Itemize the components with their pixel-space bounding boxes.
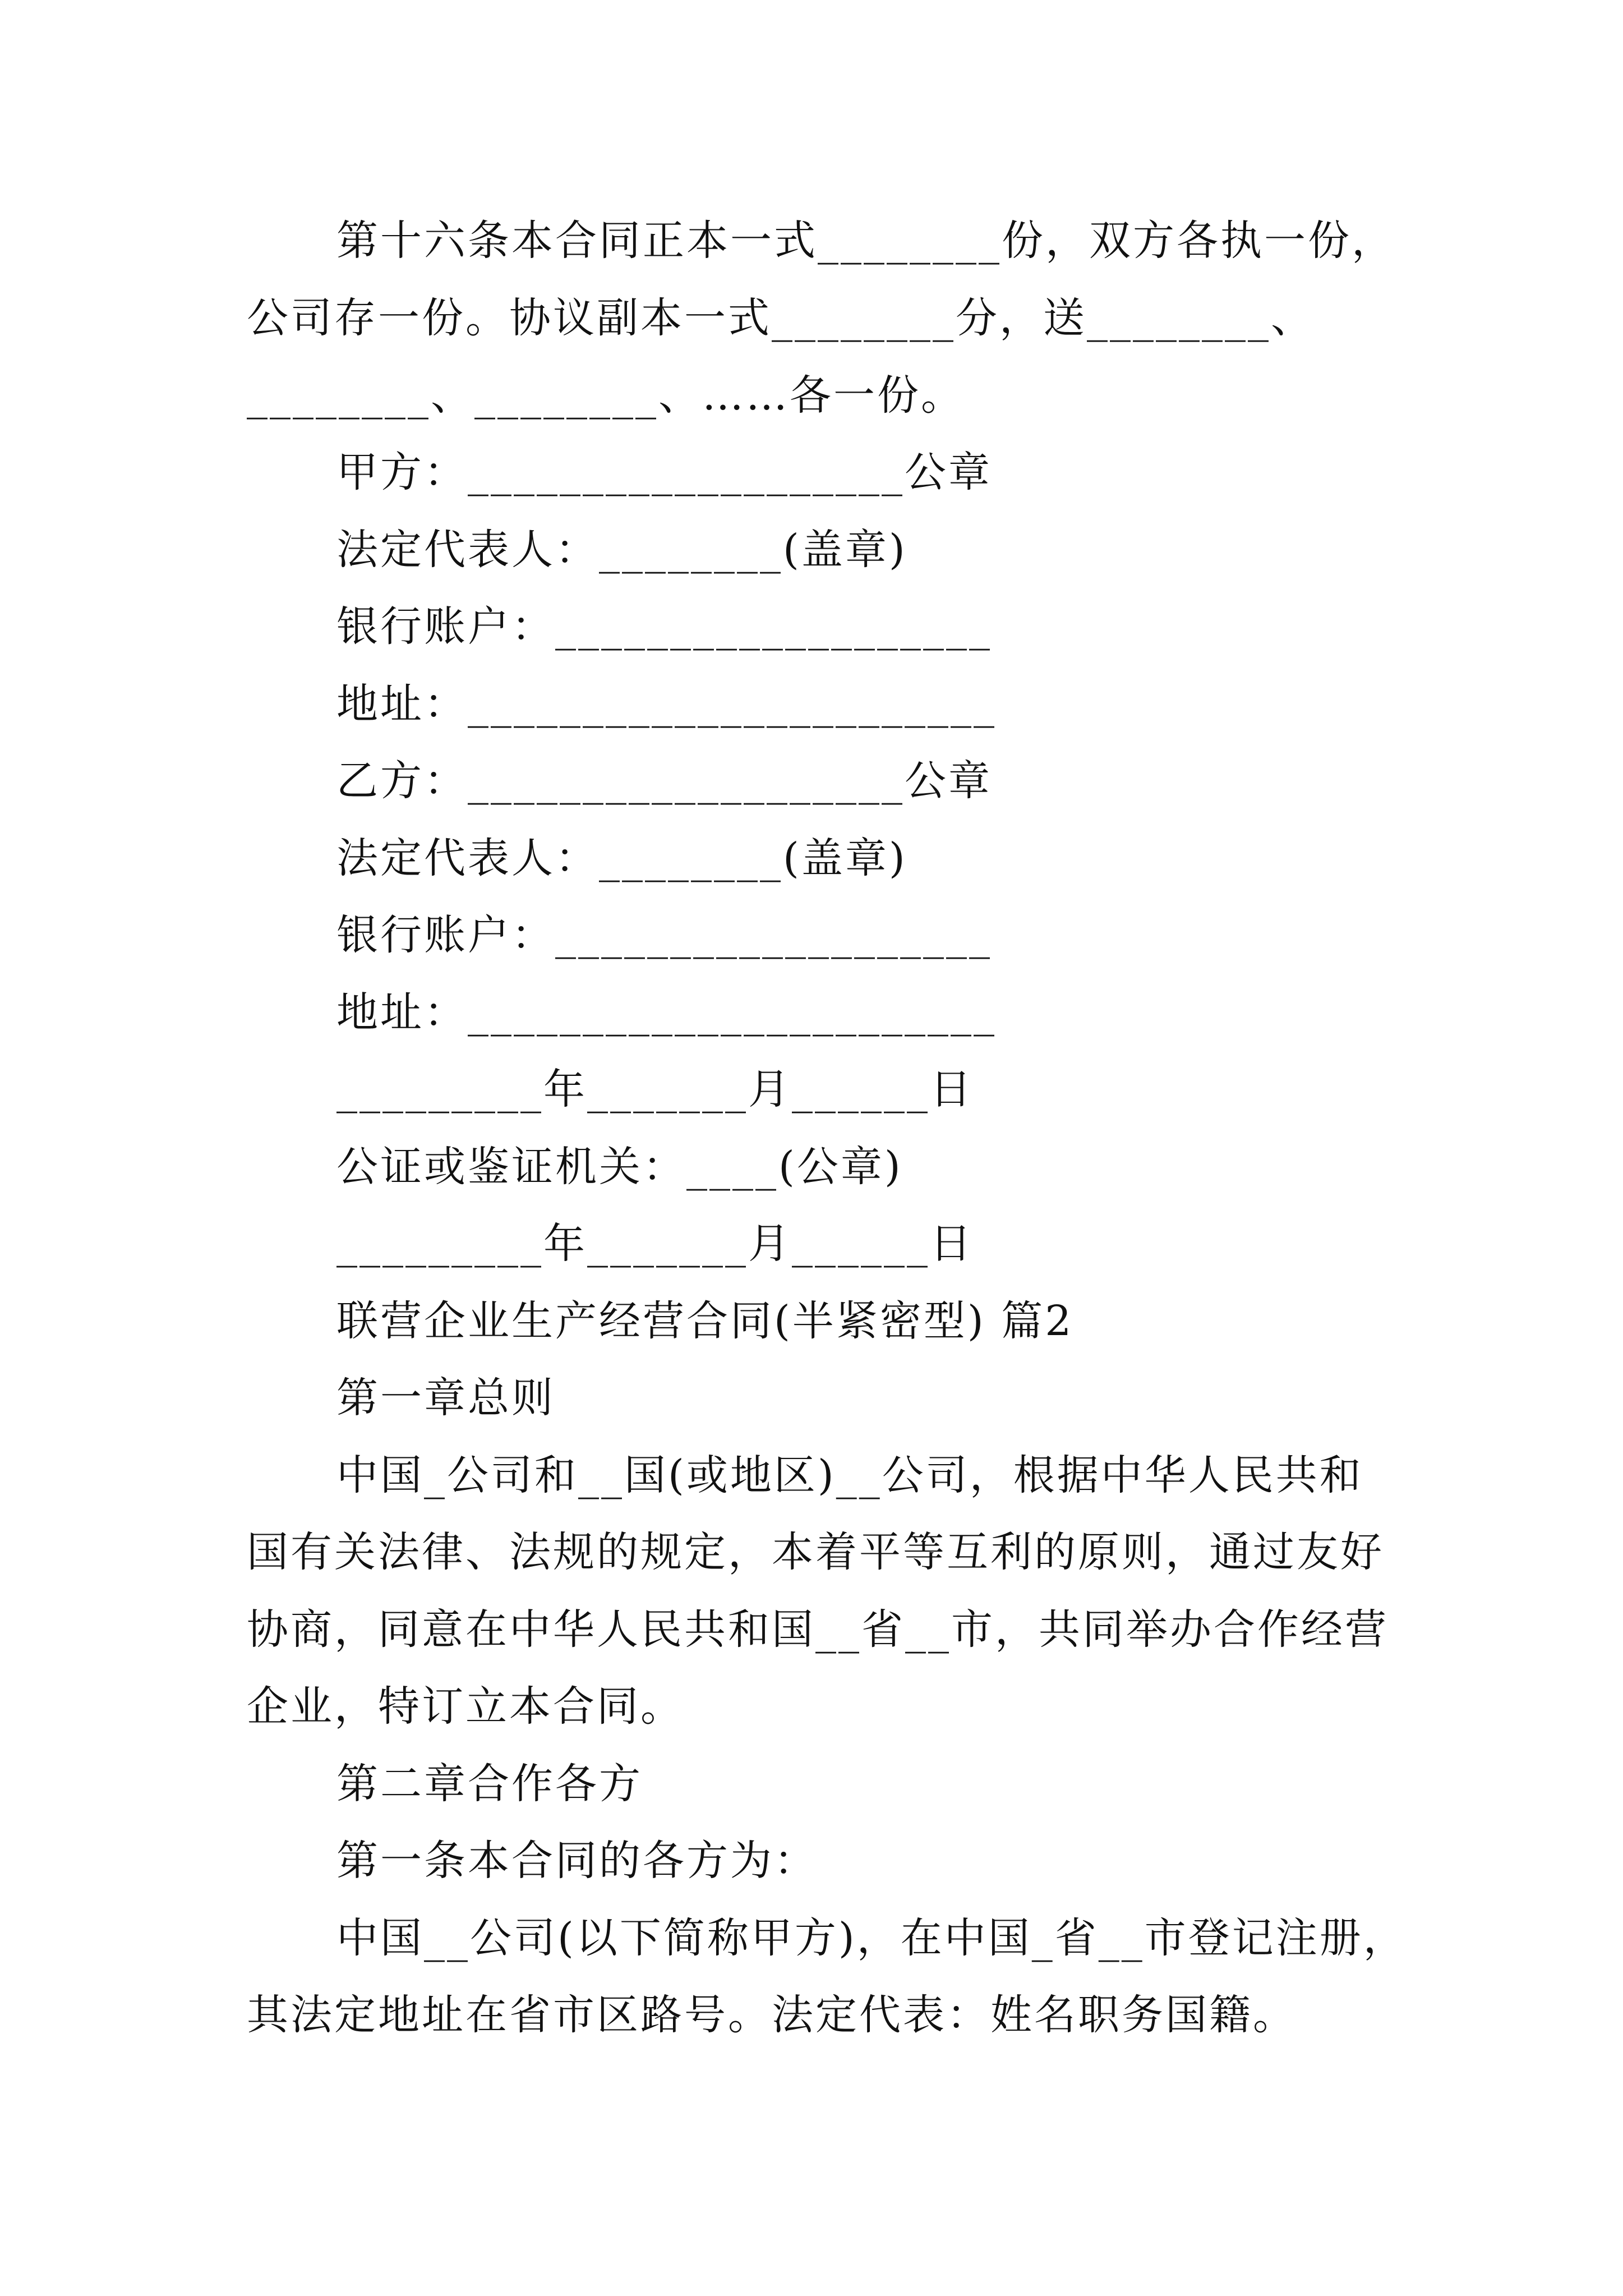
party-a-bank-account: 银行账户：___________________ — [336, 602, 992, 651]
party-a-label: 甲方：___________________公章 — [336, 448, 992, 496]
party-b-label: 乙方：___________________公章 — [336, 757, 992, 805]
party-b-address: 地址：_______________________ — [336, 988, 997, 1037]
notary-authority: 公证或鉴证机关：____(公章) — [336, 1143, 903, 1191]
party-a-description-line-1: 中国__公司(以下简称甲方)，在中国_省__市登记注册， — [336, 1914, 1407, 1962]
section-heading: 联营企业生产经营合同(半紧密型) 篇2 — [336, 1297, 1074, 1345]
notary-date: _________年_______月______日 — [336, 1220, 974, 1268]
clause-16-line-3: ________、________、……各一份。 — [247, 371, 965, 420]
party-a-description-line-2: 其法定地址在省市区路号。法定代表：姓名职务国籍。 — [247, 1991, 1297, 2039]
signing-date: _________年_______月______日 — [336, 1065, 974, 1114]
chapter-2-heading: 第二章合作各方 — [336, 1760, 643, 1808]
party-b-representative: 法定代表人：________(盖章) — [336, 834, 907, 882]
party-a-address: 地址：_______________________ — [336, 680, 997, 728]
party-b-bank-account: 银行账户：___________________ — [336, 911, 992, 959]
article-1-heading: 第一条本合同的各方为： — [336, 1837, 818, 1885]
preamble-line-3: 协商，同意在中华人民共和国__省__市，共同举办合作经营 — [247, 1605, 1389, 1654]
preamble-line-1: 中国_公司和__国(或地区)__公司，根据中华人民共和 — [336, 1451, 1363, 1499]
preamble-line-4: 企业，特订立本合同。 — [247, 1682, 684, 1731]
chapter-1-heading: 第一章总则 — [336, 1374, 555, 1422]
party-a-representative: 法定代表人：________(盖章) — [336, 526, 907, 574]
clause-16-line-2: 公司存一份。协议副本一式________分，送________、 — [247, 294, 1315, 342]
preamble-line-2: 国有关法律、法规的规定，本着平等互利的原则，通过友好 — [247, 1528, 1384, 1576]
clause-16-line-1: 第十六条本合同正本一式________份，双方各执一份， — [336, 217, 1395, 265]
